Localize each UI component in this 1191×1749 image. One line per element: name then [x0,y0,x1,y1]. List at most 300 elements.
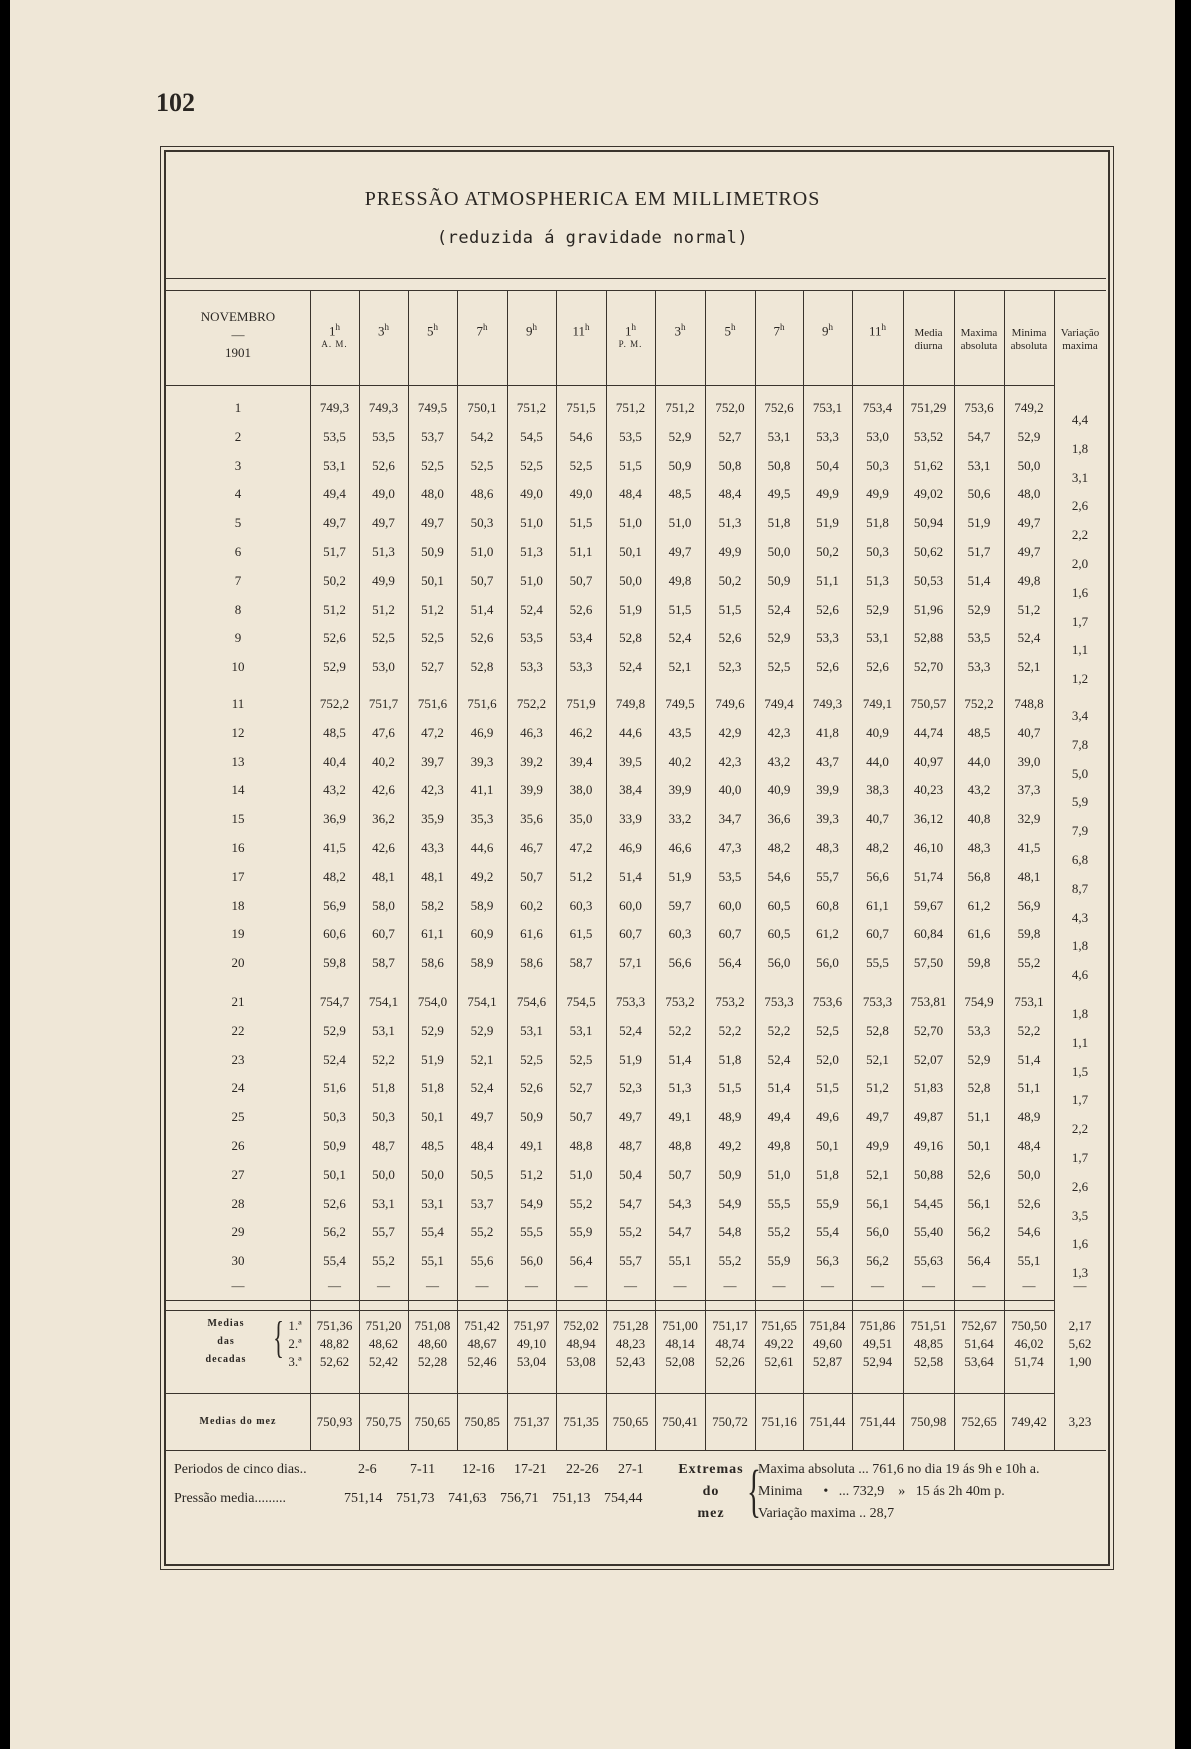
table-cell: 52,6 [967,1166,991,1182]
table-cell: 58,2 [421,897,444,913]
table-cell: 51,5 [816,1080,839,1096]
table-cell: 1,3 [1071,1265,1089,1281]
table-cell: 49,7 [668,544,692,559]
table-cell: 753,2 [665,994,695,1009]
table-cell: 60,7 [372,926,395,942]
table-cell: 52,6 [372,457,395,473]
medias-mez-cell: 750,65 [414,1414,451,1429]
table-cell: 751,29 [910,400,947,415]
decadas-cell: 52,28 [417,1354,448,1369]
table-cell: 753,3 [764,994,794,1009]
table-cell: 51,4 [767,1080,791,1096]
table-cell: 48,1 [372,868,395,884]
table-cell: 51,74 [913,868,944,884]
table-cell: 55,4 [816,1224,839,1240]
table-cell: 54,3 [668,1195,692,1211]
table-cell: 52,8 [619,630,642,646]
rule-line [166,1310,1054,1311]
table-cell: 52,70 [913,1022,944,1038]
table-cell: 58,9 [470,897,494,913]
table-cell: 51,2 [1017,601,1041,617]
table-cell: 53,5 [718,868,742,884]
table-cell: 50,1 [421,572,444,588]
table-cell: 5,9 [1071,794,1089,810]
table-cell: 1,7 [1071,613,1089,629]
extremas-brace: { [746,1458,761,1523]
table-cell: 50,0 [372,1166,395,1182]
table-cell: 40,7 [866,811,889,827]
periodo-value: 2-6 [358,1462,377,1477]
header-month-line: NOVEMBRO [200,309,276,324]
table-row-day: 8 [234,601,242,617]
table-cell: 52,07 [913,1051,944,1067]
table-cell: 48,7 [619,1138,642,1153]
table-cell: 53,3 [816,428,839,444]
table-cell: 50,62 [913,544,944,559]
table-cell: 41,1 [470,782,494,798]
table-cell: 59,8 [967,955,991,971]
medias-mez-cell: 3,23 [1068,1414,1092,1429]
page-number: 102 [156,88,195,117]
decadas-cell: 48,62 [368,1336,399,1351]
table-cell: 50,3 [470,515,494,531]
table-cell: 59,8 [323,955,346,971]
table-cell: 49,16 [913,1138,944,1153]
decadas-cell: 46,02 [1014,1336,1044,1351]
table-cell: 49,7 [372,515,395,531]
table-cell: 51,62 [913,457,944,473]
header-variacao: Variação maxima [1060,327,1100,352]
table-cell: 58,9 [470,955,494,971]
table-cell: 39,9 [520,782,543,798]
medias-mez-cell: 750,72 [712,1414,748,1429]
table-cell: 49,0 [520,486,543,502]
table-cell: 55,5 [866,955,889,971]
table-cell: 52,6 [1017,1195,1041,1211]
table-cell: 52,5 [569,457,593,473]
table-cell: 1,5 [1071,1063,1089,1079]
table-cell: 50,4 [619,1166,642,1182]
dash-cell: — [377,1278,390,1293]
table-cell: 51,96 [913,601,944,617]
table-cell: 47,3 [718,840,742,855]
table-cell: 61,2 [967,897,991,913]
table-cell: 1,8 [1071,440,1089,456]
table-cell: 38,3 [866,782,889,798]
table-cell: 48,7 [372,1138,395,1153]
decadas-cell: 49,10 [516,1336,547,1351]
table-cell: 51,5 [569,515,593,531]
table-cell: 54,45 [913,1195,944,1211]
table-row-day: 6 [234,544,242,559]
decadas-cell: 53,08 [566,1354,596,1369]
header-hour: 5$^h$ [724,322,736,339]
table-cell: 52,5 [470,457,494,473]
table-cell: 50,7 [569,572,593,588]
table-cell: 51,3 [866,572,889,588]
table-cell: 50,2 [816,544,839,559]
table-cell: 6,8 [1071,852,1089,867]
table-cell: 3,5 [1071,1207,1089,1223]
table-cell: 49,9 [866,486,889,502]
table-cell: 48,5 [323,724,346,740]
table-cell: 49,7 [323,515,346,531]
table-row-day: 1 [234,400,242,415]
table-cell: 55,5 [767,1195,791,1211]
table-cell: 4,3 [1071,909,1089,925]
decadas-label: decadas [205,1354,247,1365]
table-cell: 46,7 [520,840,543,855]
table-cell: 48,2 [323,868,346,884]
dash-cell: — [821,1278,834,1293]
header-hour: 7$^h$ [476,322,488,339]
table-cell: 52,4 [767,601,791,617]
table-row-day: 2 [234,428,242,444]
header-hour: 3$^h$ [378,322,389,339]
table-cell: 48,8 [569,1138,593,1153]
table-cell: 46,2 [569,724,593,740]
table-cell: 47,2 [569,840,593,855]
table-cell: 52,9 [967,1051,991,1067]
extremas-line: Variação maxima .. 28,7 [758,1506,895,1521]
table-row-day: 24 [231,1080,245,1096]
table-row-day: 4 [234,486,242,502]
table-cell: 55,7 [816,868,839,884]
table-cell: 50,3 [323,1109,346,1125]
table-cell: 46,3 [520,724,543,740]
table-cell: 751,2 [665,400,695,415]
table-cell: 753,3 [862,994,893,1009]
decadas-cell: 48,82 [319,1336,350,1351]
table-cell: 40,4 [323,753,346,769]
table-cell: 55,2 [767,1224,791,1240]
table-cell: 60,0 [718,897,742,913]
table-cell: 51,4 [967,572,991,588]
header-month [166,308,310,362]
table-cell: 48,1 [421,868,444,884]
table-cell: 55,7 [619,1253,642,1269]
dash-cell: — [723,1278,737,1293]
table-cell: 52,4 [520,601,543,617]
table-cell: 43,7 [816,753,839,769]
table-cell: 2,2 [1071,1121,1089,1137]
table-cell: 50,1 [619,544,642,559]
table-cell: 51,2 [866,1080,889,1096]
medias-mez-cell: 752,65 [961,1414,997,1429]
table-cell: 50,7 [470,572,494,588]
decadas-cell: 751,42 [464,1318,500,1333]
pressao-value: 751,14 [344,1491,383,1506]
table-cell: 52,1 [668,659,692,675]
table-cell: 753,2 [715,994,745,1009]
table-cell: 754,1 [467,994,497,1009]
table-cell: 49,4 [323,486,346,502]
medias-mez-cell: 749,42 [1011,1414,1047,1429]
table-cell: 35,0 [569,811,593,827]
medias-mez-cell: 750,65 [612,1414,649,1429]
table-cell: 49,87 [913,1109,944,1125]
table-cell: 58,7 [569,955,593,971]
table-cell: 51,0 [668,515,692,531]
table-cell: 52,9 [668,428,692,444]
table-cell: 58,6 [421,955,444,971]
table-cell: 50,0 [767,544,791,559]
table-cell: 53,1 [323,457,346,473]
table-cell: 53,52 [913,428,944,444]
rule-line [166,1450,1106,1451]
table-row-day: 9 [234,630,242,646]
table-cell: 51,2 [323,601,346,617]
table-cell: 751,2 [516,400,547,415]
decadas-index: 1.ª [288,1318,302,1333]
decadas-brace: { [273,1313,284,1362]
table-row-day: 12 [231,724,245,740]
table-cell: 7,8 [1071,736,1089,752]
table-row-day: 13 [231,753,245,769]
table-cell: 43,2 [767,753,791,769]
table-cell: 56,9 [323,897,346,913]
table-cell: 48,5 [421,1138,444,1153]
table-cell: 52,8 [967,1080,991,1096]
table-cell: 50,3 [372,1109,395,1125]
dash-cell: — [426,1278,439,1293]
table-row-day: 5 [234,515,242,531]
periodo-value: 22-26 [566,1462,599,1477]
table-cell: 51,3 [520,544,543,559]
decadas-index: 2.ª [288,1336,302,1351]
table-cell: 52,9 [767,630,791,646]
table-cell: 43,3 [421,840,444,855]
table-cell: 53,5 [372,428,395,444]
periodo-value: 17-21 [514,1462,547,1477]
table-cell: 3,4 [1071,708,1089,723]
rule-line [166,290,1106,291]
table-cell: 36,6 [767,811,791,827]
table-cell: 51,1 [967,1109,991,1125]
table-cell: 50,3 [866,457,889,473]
table-cell: 49,02 [913,486,944,502]
table-cell: 52,9 [323,1022,346,1038]
table-cell: 51,8 [866,515,889,531]
table-cell: 56,1 [967,1195,991,1211]
table-cell: 42,9 [718,724,742,740]
table-cell: 56,8 [967,868,991,884]
decadas-cell: 52,26 [715,1354,745,1369]
decadas-cell: 751,28 [612,1318,649,1333]
table-cell: 51,9 [668,868,692,884]
table-row-day: 17 [231,868,245,884]
table-cell: 60,3 [569,897,593,913]
table-cell: 51,0 [470,544,494,559]
table-cell: 48,9 [718,1109,742,1125]
table-row-day: 25 [231,1109,245,1125]
table-cell: 55,2 [470,1224,494,1240]
table-cell: 53,1 [421,1195,444,1211]
decadas-cell: 49,22 [764,1336,794,1351]
table-cell: 48,2 [767,840,791,855]
table-cell: 51,9 [967,515,991,531]
table-cell: 50,1 [816,1138,839,1153]
table-cell: 46,6 [668,840,692,855]
decadas-cell: 53,64 [964,1354,994,1369]
table-cell: 41,5 [323,840,346,855]
table-cell: 48,0 [1017,486,1041,502]
table-cell: 51,8 [718,1051,742,1067]
table-row-day: 15 [231,811,245,827]
table-cell: 54,6 [767,868,791,884]
table-cell: 41,5 [1017,840,1041,855]
table-cell: 50,0 [1017,457,1041,473]
table-cell: 51,8 [372,1080,395,1096]
pressao-value: 751,73 [396,1491,435,1506]
decadas-cell: 751,84 [809,1318,846,1333]
table-cell: 52,6 [816,601,839,617]
table-cell: 51,9 [619,601,642,617]
table-cell: 42,3 [421,782,444,798]
table-cell: 36,12 [913,811,944,827]
decadas-cell: 5,62 [1068,1336,1092,1351]
rule-line [166,1393,1054,1394]
table-cell: 51,2 [520,1166,543,1182]
table-cell: 49,1 [520,1138,543,1153]
table-cell: 55,9 [569,1224,593,1240]
table-cell: 49,1 [668,1109,692,1125]
table-cell: 50,7 [520,868,543,884]
decadas-cell: 2,17 [1068,1318,1092,1333]
table-cell: 50,0 [421,1166,444,1182]
decadas-cell: 751,97 [513,1318,550,1333]
table-cell: 1,6 [1071,584,1089,600]
table-cell: 60,7 [619,926,642,942]
decadas-cell: 48,23 [615,1336,646,1351]
table-cell: 42,6 [372,840,395,855]
dash-cell: — [922,1278,935,1293]
table-cell: 40,2 [372,753,395,769]
table-cell: 46,9 [470,724,494,740]
table-cell: 51,0 [520,515,543,531]
decadas-cell: 52,42 [368,1354,399,1369]
table-cell: 56,6 [668,955,692,971]
table-cell: 749,5 [417,400,448,415]
decadas-cell: 51,74 [1014,1354,1044,1369]
table-cell: 49,8 [767,1138,791,1153]
extremas-line: Minima • ... 732,9 » 15 ás 2h 40m p. [758,1484,1005,1499]
table-cell: 5,0 [1071,765,1089,781]
table-cell: 60,0 [619,897,642,913]
decadas-cell: 48,74 [715,1336,745,1351]
decadas-cell: 751,36 [316,1318,353,1333]
table-cell: 751,2 [615,400,646,415]
dash-cell: — [525,1278,538,1293]
table-cell: 39,3 [816,811,839,827]
header-maxima: Maxima absoluta [960,327,998,352]
header-hour: 11$^h$ [572,322,590,339]
header-hour: 9$^h$ [526,322,537,339]
table-cell: 54,9 [718,1195,742,1211]
table-cell: 749,8 [615,696,646,711]
table-row-day: 23 [231,1051,245,1067]
decadas-label: Medias [207,1318,245,1329]
table-cell: 59,7 [668,897,692,913]
table-cell: 56,0 [767,955,791,971]
dash-cell: — [673,1278,687,1293]
table-cell: 749,3 [812,696,843,711]
table-cell: 52,5 [767,659,791,675]
table-cell: 42,3 [767,724,791,740]
table-cell: 1,8 [1071,1006,1089,1021]
table-cell: 40,9 [767,782,791,798]
table-cell: 39,5 [619,753,642,769]
table-row-day: 28 [231,1195,245,1211]
table-cell: 51,3 [718,515,742,531]
table-cell: 39,9 [816,782,839,798]
table-cell: 56,2 [323,1224,346,1240]
table-cell: 35,6 [520,811,543,827]
table-cell: 55,7 [372,1224,395,1240]
table-cell: 52,1 [866,1051,889,1067]
table-cell: 52,6 [718,630,742,646]
table-cell: 52,4 [323,1051,346,1067]
table-cell: 56,6 [866,868,889,884]
table-cell: 39,3 [470,753,494,769]
table-cell: 753,6 [964,400,994,415]
extremas-label: Extremas [678,1462,744,1477]
table-cell: 56,2 [967,1224,991,1240]
table-cell: 48,6 [470,486,494,502]
table-cell: 50,9 [520,1109,543,1125]
pressao-value: 754,44 [604,1491,643,1506]
table-cell: 52,9 [470,1022,494,1038]
table-cell: 43,2 [323,782,346,798]
header-minima: Minima absoluta [1010,327,1048,352]
table-cell: 51,0 [569,1166,593,1182]
table-cell: 49,9 [372,572,395,588]
decadas-cell: 752,67 [961,1318,997,1333]
table-cell: 50,1 [421,1109,444,1125]
decadas-cell: 751,20 [365,1318,402,1333]
table-row-day: 30 [231,1253,245,1269]
table-cell: 54,7 [967,428,991,444]
table-cell: 51,7 [967,544,991,559]
table-cell: 60,5 [767,926,791,942]
table-cell: 754,6 [516,994,547,1009]
document-page [10,0,1175,1749]
dash-cell: — [871,1278,884,1293]
table-cell: 52,9 [421,1022,444,1038]
table-cell: 50,94 [913,515,944,531]
table-cell: 60,5 [767,897,791,913]
decadas-cell: 750,50 [1011,1318,1047,1333]
table-cell: 43,2 [967,782,991,798]
table-cell: 52,5 [421,630,444,646]
table-cell: 53,3 [569,659,593,675]
dash-cell: — [624,1278,637,1293]
table-cell: 55,2 [718,1253,742,1269]
table-cell: 49,2 [718,1138,742,1153]
table-cell: 50,4 [816,457,839,473]
table-cell: 54,6 [569,428,593,444]
table-cell: 37,3 [1017,782,1041,798]
table-cell: 55,1 [421,1253,444,1269]
table-cell: 51,8 [767,515,791,531]
dash-cell: — [231,1278,245,1293]
table-cell: 46,10 [913,840,944,855]
table-cell: 59,8 [1017,926,1041,942]
table-cell: 52,9 [866,601,889,617]
table-cell: 53,3 [967,1022,991,1038]
table-cell: 48,5 [967,724,991,740]
table-cell: 48,3 [816,840,839,855]
